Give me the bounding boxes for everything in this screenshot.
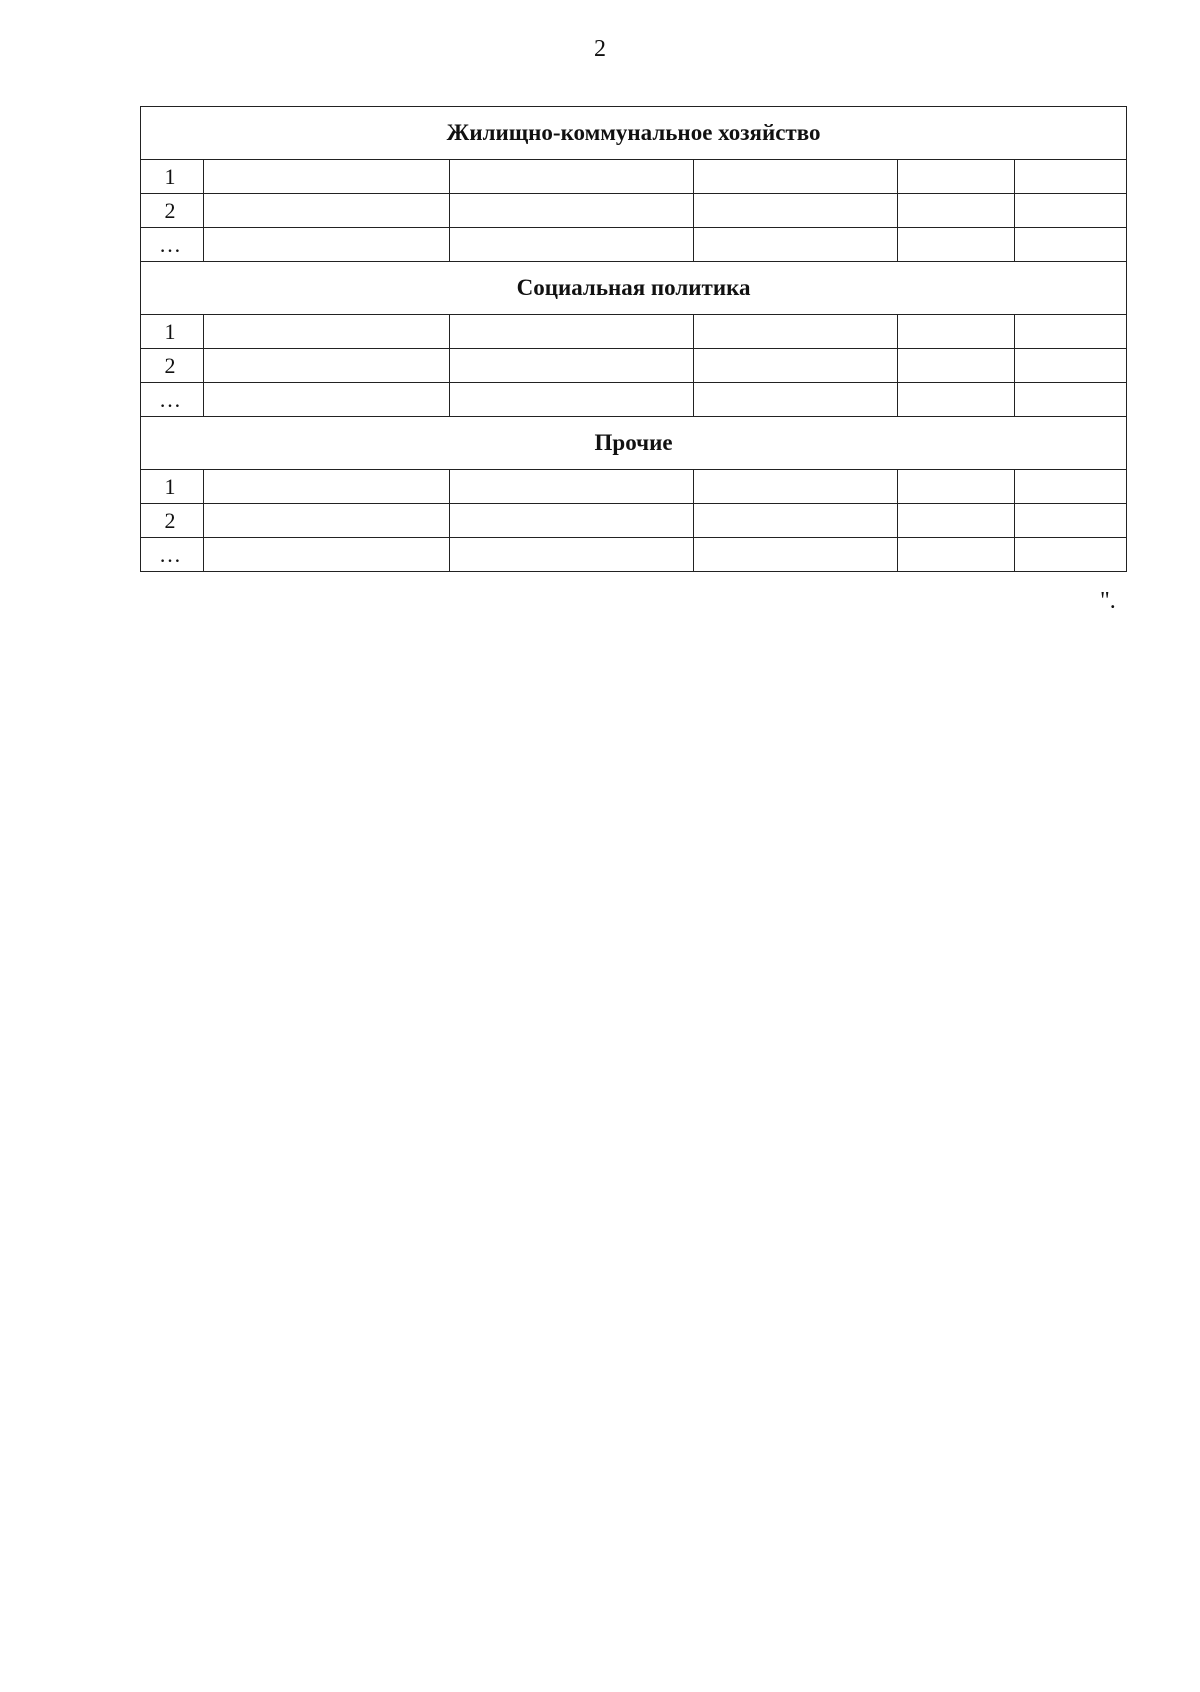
table-cell [1015, 228, 1127, 262]
row-number: 1 [141, 160, 204, 194]
table-cell [450, 383, 694, 417]
table-cell [694, 349, 898, 383]
table-cell [450, 194, 694, 228]
table-cell [204, 228, 450, 262]
row-number: 1 [141, 315, 204, 349]
table-cell [450, 315, 694, 349]
table-row [141, 315, 1127, 349]
table-cell [898, 228, 1015, 262]
table-cell [898, 538, 1015, 572]
row-number: 2 [141, 504, 204, 538]
section-title: Жилищно-коммунальное хозяйство [141, 107, 1127, 160]
table-cell [1015, 160, 1127, 194]
table-cell [204, 383, 450, 417]
table-cell [694, 315, 898, 349]
document-table [140, 106, 1127, 572]
table-cell [898, 470, 1015, 504]
section-header-row [141, 417, 1127, 470]
table-cell [204, 538, 450, 572]
table-cell [1015, 504, 1127, 538]
row-number: … [141, 383, 204, 417]
table-cell [1015, 349, 1127, 383]
table-cell [204, 315, 450, 349]
table-cell [694, 228, 898, 262]
table-cell [694, 160, 898, 194]
page-number: 2 [594, 36, 606, 62]
section-title: Социальная политика [141, 262, 1127, 315]
table-cell [898, 383, 1015, 417]
table-cell [450, 538, 694, 572]
table-cell [1015, 538, 1127, 572]
table-cell [1015, 315, 1127, 349]
table-cell [694, 194, 898, 228]
table-row [141, 538, 1127, 572]
table-cell [204, 470, 450, 504]
table-cell [450, 504, 694, 538]
table-cell [694, 538, 898, 572]
table-cell [898, 194, 1015, 228]
row-number: … [141, 538, 204, 572]
section-title: Прочие [141, 417, 1127, 470]
section-header-row [141, 262, 1127, 315]
table-row [141, 349, 1127, 383]
table-row [141, 383, 1127, 417]
table-cell [898, 504, 1015, 538]
section-header-row [141, 107, 1127, 160]
table-row [141, 194, 1127, 228]
table-cell [898, 349, 1015, 383]
table-cell [694, 504, 898, 538]
table-cell [450, 470, 694, 504]
table-row [141, 160, 1127, 194]
table-cell [1015, 383, 1127, 417]
table-cell [204, 160, 450, 194]
table-cell [898, 160, 1015, 194]
table-cell [898, 315, 1015, 349]
table-cell [1015, 470, 1127, 504]
closing-quote: ". [1100, 588, 1116, 614]
table-row [141, 470, 1127, 504]
table-cell [450, 228, 694, 262]
table-cell [694, 470, 898, 504]
row-number: … [141, 228, 204, 262]
table-cell [450, 160, 694, 194]
table-cell [204, 504, 450, 538]
row-number: 2 [141, 349, 204, 383]
table-cell [694, 383, 898, 417]
table-cell [450, 349, 694, 383]
table-cell [1015, 194, 1127, 228]
table-row [141, 228, 1127, 262]
table-cell [204, 194, 450, 228]
row-number: 2 [141, 194, 204, 228]
row-number: 1 [141, 470, 204, 504]
table-row [141, 504, 1127, 538]
table-cell [204, 349, 450, 383]
